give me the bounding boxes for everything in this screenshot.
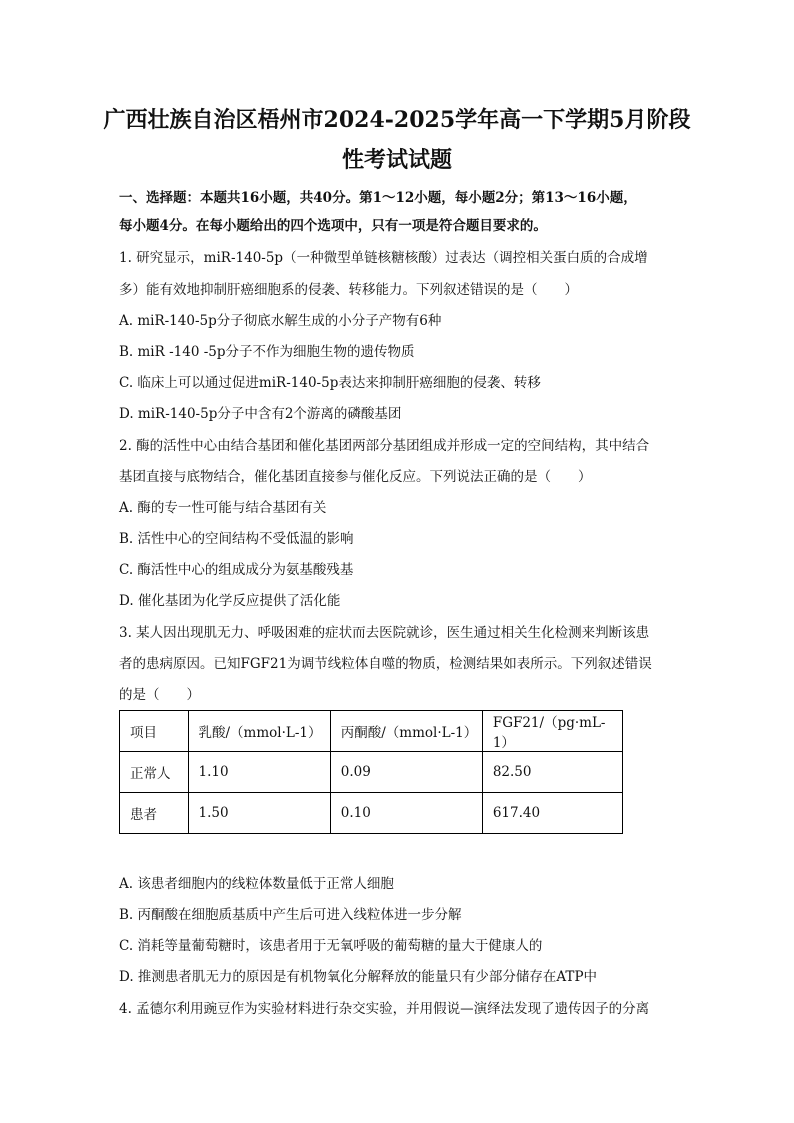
- q3-option-a: A. 该患者细胞内的线粒体数量低于正常人细胞: [119, 876, 394, 892]
- table-cell: 0.10: [330, 793, 482, 834]
- table-header-cell: 乳酸/（mmol·L-1）: [188, 711, 330, 752]
- q2-option-a: A. 酶的专一性可能与结合基团有关: [119, 500, 327, 516]
- q1-option-a: A. miR-140-5p分子彻底水解生成的小分子产物有6种: [119, 313, 442, 329]
- exam-title-line-2: 性考试试题: [341, 147, 452, 173]
- q2-stem-line-1: 2. 酶的活性中心由结合基团和催化基团两部分基团组成并形成一定的空间结构，其中结合: [119, 438, 650, 454]
- table-cell: 1.10: [188, 752, 330, 793]
- q3-option-b: B. 丙酮酸在细胞质基质中产生后可进入线粒体进一步分解: [119, 907, 462, 923]
- q2-stem-line-2: 基团直接与底物结合，催化基团直接参与催化反应。下列说法正确的是（ ）: [119, 469, 592, 485]
- section-instructions-line-1: 一、选择题：本题共16小题，共40分。第1～12小题，每小题2分；第13～16小题，: [119, 190, 637, 206]
- table-header-row: [120, 711, 623, 752]
- q2-option-c: C. 酶活性中心的组成成分为氨基酸残基: [119, 562, 354, 578]
- table-cell: 患者: [120, 793, 189, 834]
- q1-stem-line-2: 多）能有效地抑制肝癌细胞系的侵袭、转移能力。下列叙述错误的是（ ）: [119, 282, 578, 298]
- table-cell: 82.50: [482, 752, 622, 793]
- q3-option-c: C. 消耗等量葡萄糖时，该患者用于无氧呼吸的葡萄糖的量大于健康人的: [119, 938, 543, 954]
- table-row: [120, 793, 623, 834]
- q3-data-table: [119, 710, 623, 834]
- q3-option-d: D. 推测患者肌无力的原因是有机物氧化分解释放的能量只有少部分储存在ATP中: [119, 969, 598, 985]
- q3-stem-line-3: 的是（ ）: [119, 687, 200, 703]
- exam-title-line-1: 广西壮族自治区梧州市2024-2025学年高一下学期5月阶段: [103, 107, 691, 133]
- table-cell: 正常人: [120, 752, 189, 793]
- table-cell: 617.40: [482, 793, 622, 834]
- table-header-cell: FGF21/（pg·mL-1）: [482, 711, 622, 752]
- table-cell: 0.09: [330, 752, 482, 793]
- table-header-cell: 项目: [120, 711, 189, 752]
- table-header-cell: 丙酮酸/（mmol·L-1）: [330, 711, 482, 752]
- q4-stem-line-1: 4. 孟德尔利用豌豆作为实验材料进行杂交实验，并用假说—演绎法发现了遗传因子的分离: [119, 1001, 650, 1017]
- q3-stem-line-2: 者的患病原因。已知FGF21为调节线粒体自噬的物质，检测结果如表所示。下列叙述错误: [119, 656, 652, 672]
- table-row: [120, 752, 623, 793]
- q1-option-c: C. 临床上可以通过促进miR-140-5p表达来抑制肝癌细胞的侵袭、转移: [119, 375, 541, 391]
- q1-stem-line-1: 1. 研究显示，miR-140-5p（一种微型单链核糖核酸）过表达（调控相关蛋白质的合成增: [119, 250, 648, 266]
- q1-option-b: B. miR -140 -5p分子不作为细胞生物的遗传物质: [119, 344, 415, 360]
- q3-stem-line-1: 3. 某人因出现肌无力、呼吸困难的症状而去医院就诊，医生通过相关生化检测来判断该患: [119, 625, 650, 641]
- table-cell: 1.50: [188, 793, 330, 834]
- q2-option-b: B. 活性中心的空间结构不受低温的影响: [119, 531, 354, 547]
- q2-option-d: D. 催化基团为化学反应提供了活化能: [119, 593, 341, 609]
- section-instructions-line-2: 每小题4分。在每小题给出的四个选项中，只有一项是符合题目要求的。: [119, 218, 547, 234]
- q1-option-d: D. miR-140-5p分子中含有2个游离的磷酸基团: [119, 406, 402, 422]
